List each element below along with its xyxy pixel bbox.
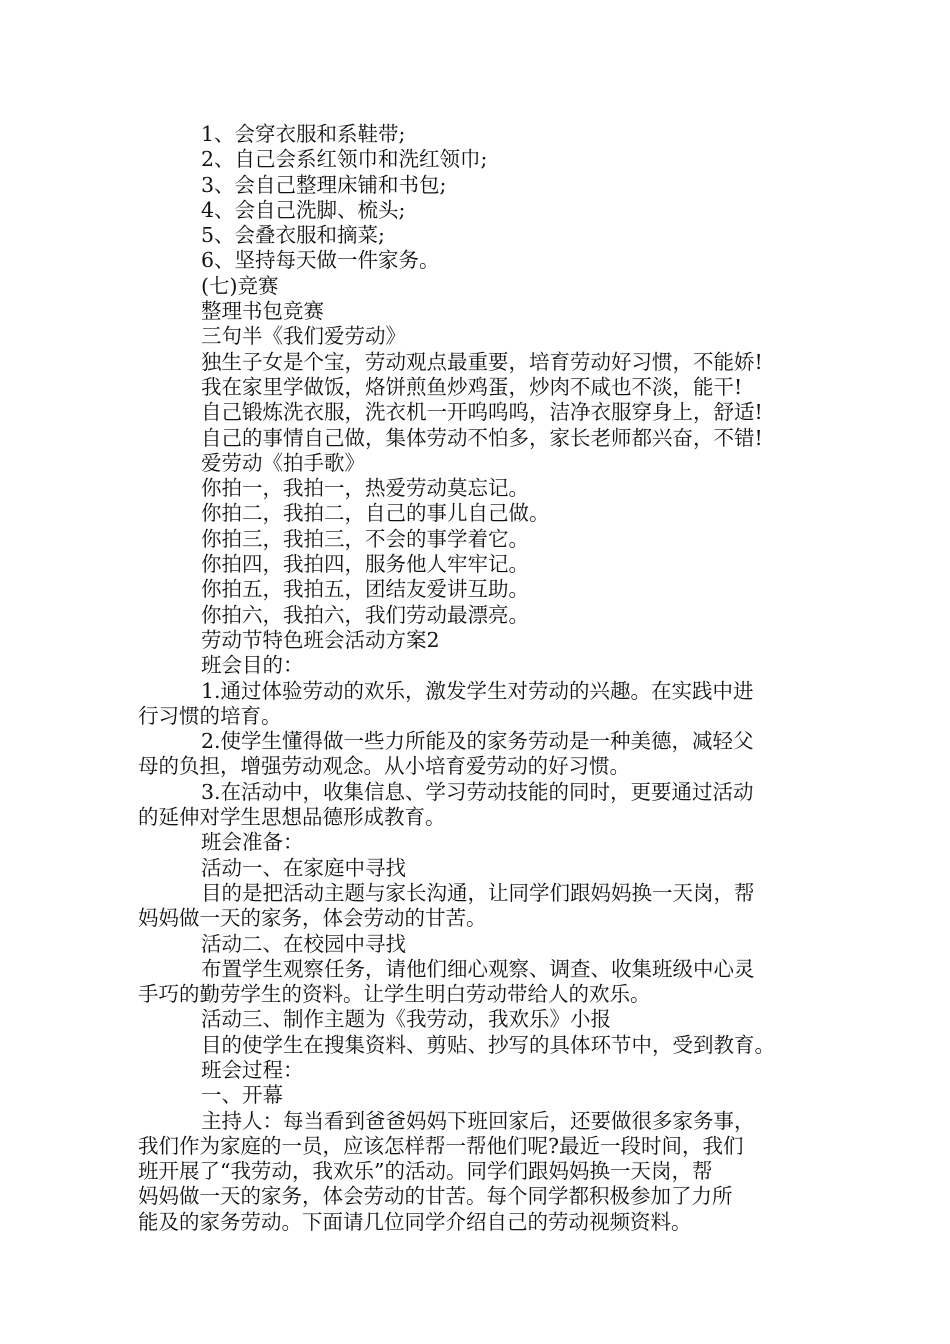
text-line: 我们作为家庭的一员，应该怎样帮一帮他们呢?最近一段时间，我们 <box>138 1133 744 1158</box>
text-line: 行习惯的培育。 <box>138 703 282 728</box>
text-line: 主持人：每当看到爸爸妈妈下班回家后，还要做很多家务事， <box>201 1108 755 1133</box>
text-line: 5、会叠衣服和摘菜; <box>201 223 385 248</box>
text-line: 的延伸对学生思想品德形成教育。 <box>138 805 446 830</box>
text-line: 6、坚持每天做一件家务。 <box>201 248 440 273</box>
text-line: 3.在活动中，收集信息、学习劳动技能的同时，更要通过活动 <box>201 779 754 804</box>
text-line: 活动一、在家庭中寻找 <box>201 855 406 880</box>
text-line: 自己锻炼洗衣服，洗衣机一开呜呜呜，洁净衣服穿身上，舒适! <box>201 400 763 425</box>
text-line: 自己的事情自己做，集体劳动不怕多，家长老师都兴奋，不错! <box>201 425 763 450</box>
text-line: 布置学生观察任务，请他们细心观察、调查、收集班级中心灵 <box>201 956 755 981</box>
text-line: 2.使学生懂得做一些力所能及的家务劳动是一种美德，减轻父 <box>201 729 754 754</box>
text-line: (七)竞赛 <box>201 273 279 298</box>
text-line: 我在家里学做饭，烙饼煎鱼炒鸡蛋，炒肉不咸也不淡，能干! <box>201 374 743 399</box>
text-line: 3、会自己整理床铺和书包; <box>201 172 447 197</box>
text-line: 班开展了“我劳动，我欢乐”的活动。同学们跟妈妈换一天岗，帮 <box>138 1159 713 1184</box>
text-line: 能及的家务劳动。下面请几位同学介绍自己的劳动视频资料。 <box>138 1209 692 1234</box>
text-line: 你拍六，我拍六，我们劳动最漂亮。 <box>201 602 529 627</box>
text-line: 妈妈做一天的家务，体会劳动的甘苦。 <box>138 906 487 931</box>
text-line: 你拍五，我拍五，团结友爱讲互助。 <box>201 577 529 602</box>
text-line: 目的是把活动主题与家长沟通，让同学们跟妈妈换一天岗，帮 <box>201 880 755 905</box>
text-line: 班会过程： <box>201 1057 304 1082</box>
text-line: 手巧的勤劳学生的资料。让学生明白劳动带给人的欢乐。 <box>138 982 651 1007</box>
text-line: 你拍二，我拍二，自己的事儿自己做。 <box>201 501 550 526</box>
text-line: 1.通过体验劳动的欢乐，激发学生对劳动的兴趣。在实践中进 <box>201 678 754 703</box>
text-line: 班会目的： <box>201 653 304 678</box>
text-line: 独生子女是个宝，劳动观点最重要，培育劳动好习惯，不能娇! <box>201 349 763 374</box>
text-line: 你拍四，我拍四，服务他人牢牢记。 <box>201 552 529 577</box>
text-line: 妈妈做一天的家务，体会劳动的甘苦。每个同学都积极参加了力所 <box>138 1184 733 1209</box>
text-line: 你拍一，我拍一，热爱劳动莫忘记。 <box>201 476 529 501</box>
text-line: 活动二、在校园中寻找 <box>201 931 406 956</box>
text-line: 一、开幕 <box>201 1083 283 1108</box>
text-line: 4、会自己洗脚、梳头; <box>201 197 406 222</box>
text-line: 1、会穿衣服和系鞋带; <box>201 122 406 146</box>
text-line: 母的负担，增强劳动观念。从小培育爱劳动的好习惯。 <box>138 754 630 779</box>
text-line: 2、自己会系红领巾和洗红领巾; <box>201 147 488 172</box>
text-line: 三句半《我们爱劳动》 <box>201 324 406 349</box>
text-line: 爱劳动《拍手歌》 <box>201 450 365 475</box>
text-line: 你拍三，我拍三，不会的事学着它。 <box>201 526 529 551</box>
text-line: 劳动节特色班会活动方案2 <box>201 627 440 652</box>
document-body <box>138 122 822 1235</box>
text-line: 班会准备： <box>201 830 304 855</box>
text-line: 整理书包竞赛 <box>201 299 324 324</box>
text-line: 活动三、制作主题为《我劳动，我欢乐》小报 <box>201 1007 611 1032</box>
text-line: 目的使学生在搜集资料、剪贴、抄写的具体环节中，受到教育。 <box>201 1032 775 1057</box>
